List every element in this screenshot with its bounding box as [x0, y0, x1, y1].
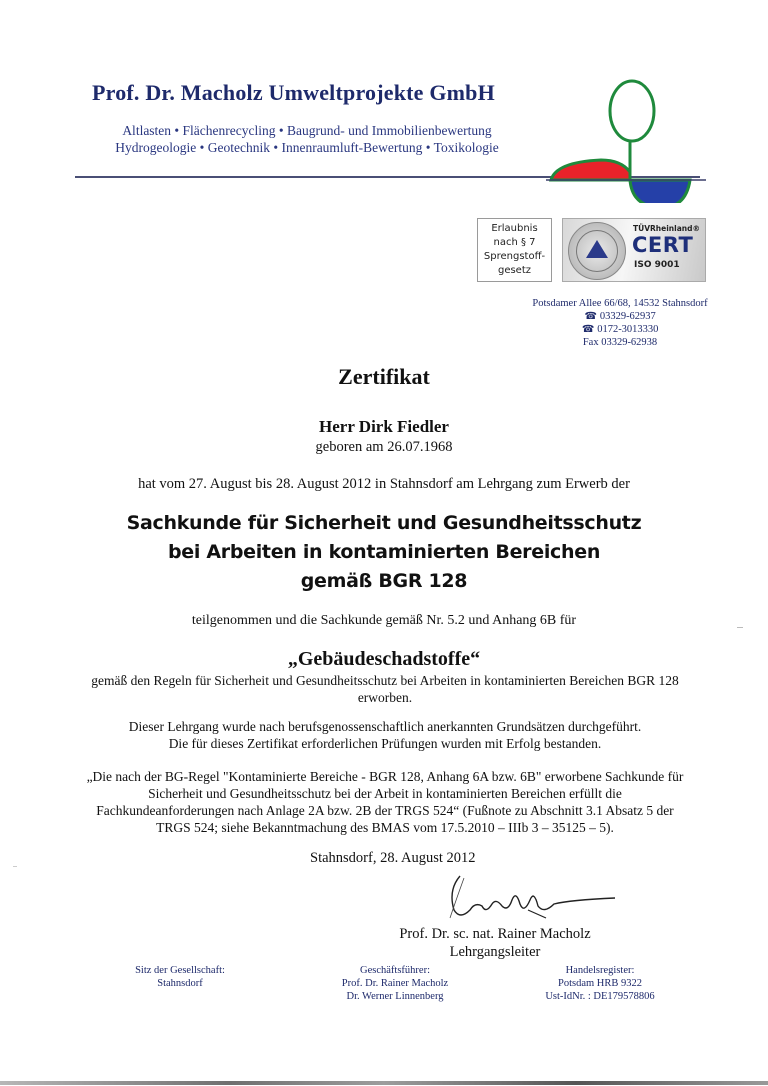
legal-line: Fachkundeanforderungen nach Anlage 2A bzw. 2B der TRGS 524“ (Fußnote zu Abschnitt 3.1 Absatz 5 der — [96, 803, 674, 818]
signer-name: Prof. Dr. sc. nat. Rainer Macholz — [399, 926, 591, 942]
services-line: Hydrogeologie • Geotechnik • Innenraumluft-Bewertung • Toxikologie — [115, 140, 499, 155]
telephone-icon: ☎ — [584, 311, 597, 322]
mobile-number: 0172-3013330 — [597, 324, 659, 335]
company-services — [92, 122, 522, 156]
tuv-seal-icon — [568, 222, 626, 280]
footer-line: Stahnsdorf — [157, 978, 203, 989]
explosives-permit-badge — [477, 218, 552, 282]
topic-title: „Gebäudeschadstoffe“ — [287, 648, 481, 670]
signer-role: Lehrgangsleiter — [449, 944, 541, 960]
scan-bottom-edge — [0, 1081, 768, 1085]
conduct-text — [50, 718, 720, 752]
certificate-title: Zertifikat — [338, 364, 430, 389]
participation-text: teilgenommen und die Sachkunde gemäß Nr. 5.2 und Anhang 6B für — [191, 613, 577, 628]
footer-line: Potsdam HRB 9322 — [557, 978, 642, 989]
footer-line: Sitz der Gesellschaft: — [135, 965, 225, 976]
legal-line: „Die nach der BG-Regel "Kontaminierte Bereiche - BGR 128, Anhang 6A bzw. 6B" erworbene Sachkunde für — [86, 769, 684, 784]
footer-line: Dr. Werner Linnenberg — [346, 991, 444, 1002]
fax-number: Fax 03329-62938 — [582, 337, 658, 348]
course-title-line: gemäß BGR 128 — [300, 570, 468, 592]
attendance-text: hat vom 27. August bis 28. August 2012 in Stahnsdorf am Lehrgang zum Erwerb der — [138, 476, 630, 492]
footer-line: Geschäftsführer: — [360, 965, 430, 976]
company-address — [520, 297, 720, 349]
footer-line: Prof. Dr. Rainer Macholz — [341, 978, 449, 989]
recipient-name: Herr Dirk Fiedler — [319, 417, 449, 436]
acquired-line: erworben. — [357, 690, 413, 705]
scan-mark — [737, 627, 743, 628]
services-line: Altlasten • Flächenrecycling • Baugrund- und Immobilienbewertung — [122, 123, 492, 138]
permit-line: nach § 7 — [493, 237, 536, 248]
tuv-iso-label: ISO 9001 — [634, 260, 680, 270]
footer-line: Ust-IdNr. : DE179578806 — [545, 991, 655, 1002]
scan-mark — [13, 866, 17, 867]
tuv-cert-label: CERT — [632, 233, 694, 257]
address-street: Potsdamer Allee 66/68, 14532 Stahnsdorf — [532, 298, 708, 309]
conduct-line: Die für dieses Zertifikat erforderlichen Prüfungen wurden mit Erfolg bestanden. — [168, 736, 602, 751]
course-title — [0, 509, 768, 596]
legal-line: Sicherheit und Gesundheitsschutz bei der Arbeit in kontaminierten Bereichen erfüllt die — [148, 786, 622, 801]
permit-line: Erlaubnis — [491, 223, 538, 234]
acquired-text — [50, 672, 720, 706]
course-title-line: Sachkunde für Sicherheit und Gesundheitsschutz — [126, 512, 642, 534]
permit-line: Sprengstoff- — [483, 251, 546, 262]
logo-blue-half — [630, 180, 690, 203]
legal-footnote — [50, 768, 720, 836]
course-title-line: bei Arbeiten in kontaminierten Bereichen — [167, 541, 601, 563]
logo-red-half — [551, 160, 630, 180]
place-date: Stahnsdorf, 28. August 2012 — [310, 850, 476, 866]
footer-register — [520, 964, 680, 1003]
acquired-line: gemäß den Regeln für Sicherheit und Gesundheitsschutz bei Arbeiten in kontaminierten Bereichen BGR 128 — [91, 673, 679, 688]
conduct-line: Dieser Lehrgang wurde nach berufsgenossenschaftlich anerkannten Grundsätzen durchgeführt. — [128, 719, 642, 734]
company-name: Prof. Dr. Macholz Umweltprojekte GmbH — [92, 80, 495, 105]
legal-line: TRGS 524; siehe Bekanntmachung des BMAS vom 17.5.2010 – IIIb 3 – 35125 – 5). — [156, 820, 614, 835]
signature-icon — [420, 870, 620, 925]
permit-line: gesetz — [497, 265, 532, 276]
recipient-birthdate: geboren am 26.07.1968 — [315, 439, 453, 455]
tuv-cert-badge — [562, 218, 706, 282]
logo-oval — [610, 81, 654, 141]
footer-line: Handelsregister: — [565, 965, 635, 976]
tuv-triangle-icon — [586, 240, 608, 258]
phone-number: 03329-62937 — [599, 311, 656, 322]
tuv-brand: TÜVRheinland® — [633, 224, 700, 233]
footer-seat — [120, 964, 240, 990]
telephone-icon: ☎ — [581, 324, 595, 335]
signer-block — [380, 925, 610, 961]
footer-management — [315, 964, 475, 1003]
company-logo-icon — [546, 78, 706, 203]
